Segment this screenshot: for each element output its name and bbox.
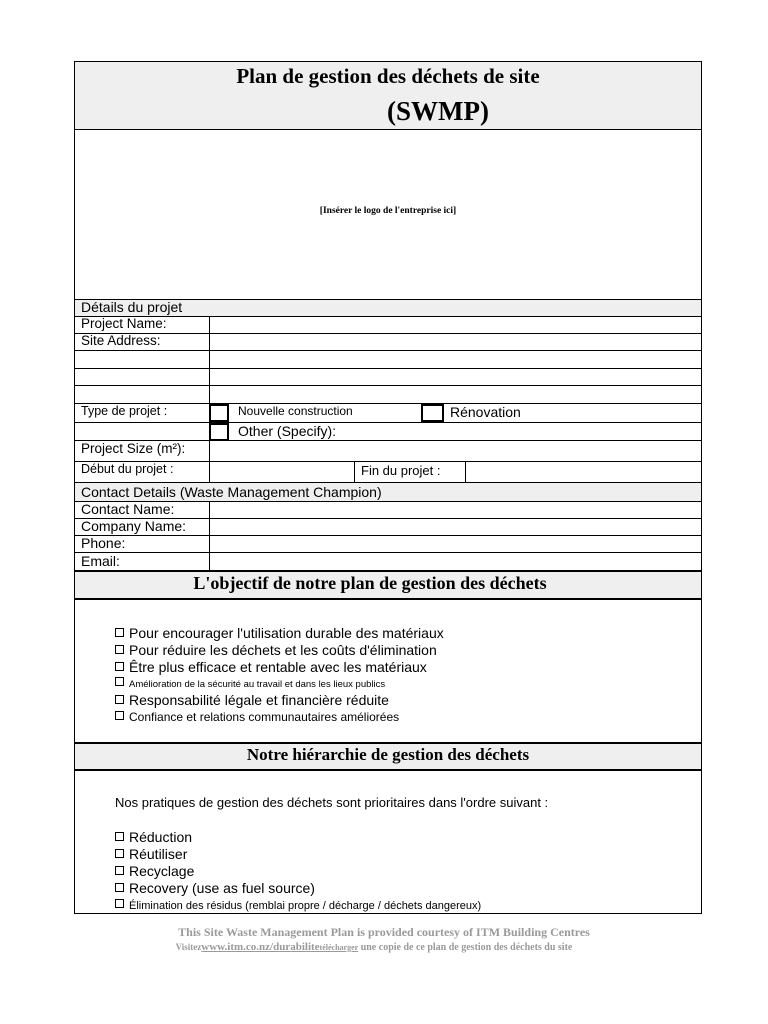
project-size-label: Project Size (m²): [81, 441, 186, 456]
new-construction-label: Nouvelle construction [238, 404, 353, 418]
other-checkbox[interactable] [209, 423, 229, 441]
objective-item: Responsabilité légale et financière réduite [115, 692, 389, 708]
footer-credit: This Site Waste Management Plan is provided courtesy of ITM Building Centres [178, 925, 590, 939]
renovation-checkbox[interactable] [421, 404, 444, 422]
divider [75, 598, 701, 600]
end-date-field[interactable] [466, 462, 703, 482]
end-date-label: Fin du projet : [361, 463, 441, 478]
project-name-field[interactable] [210, 316, 703, 333]
project-type-label: Type de projet : [81, 404, 168, 418]
objective-item: Pour encourager l'utilisation durable des matériaux [115, 625, 444, 641]
divider [75, 350, 701, 351]
checkbox-icon [115, 645, 124, 654]
swmp-form [74, 61, 702, 914]
hierarchy-item: Recyclage [115, 863, 194, 879]
objective-heading: L'objectif de notre plan de gestion des déchets [193, 573, 547, 593]
download-link[interactable]: télécharger [319, 943, 359, 952]
divider [75, 385, 701, 386]
hierarchy-item: Réduction [115, 829, 192, 845]
column-divider [354, 461, 355, 482]
checkbox-icon [115, 677, 124, 686]
divider [75, 368, 701, 369]
column-divider [209, 501, 210, 570]
email-field[interactable] [210, 553, 703, 570]
column-divider [209, 440, 210, 482]
project-details-header: Détails du projet [81, 299, 183, 315]
company-name-label: Company Name: [81, 518, 187, 534]
checkbox-icon [115, 695, 124, 704]
contact-details-header: Contact Details (Waste Management Champion) [81, 484, 382, 500]
checkbox-icon [115, 849, 124, 858]
checkbox-icon [115, 866, 124, 875]
objective-item: Être plus efficace et rentable avec les matériaux [115, 659, 427, 675]
phone-field[interactable] [210, 536, 703, 552]
company-name-field[interactable] [210, 519, 703, 535]
objective-item: Amélioration de la sécurité au travail et dans les lieux publics [115, 677, 385, 690]
checkbox-icon [115, 628, 124, 637]
objective-item: Confiance et relations communautaires améliorées [115, 710, 399, 724]
other-label: Other (Specify): [238, 423, 337, 439]
checkbox-icon [115, 899, 124, 908]
phone-label: Phone: [81, 535, 126, 551]
durabilite-link[interactable]: www.itm.co.nz/durabilite [201, 941, 320, 953]
divider [75, 769, 701, 771]
hierarchy-item: Réutiliser [115, 846, 187, 862]
start-date-field[interactable] [210, 462, 354, 482]
objective-item: Pour réduire les déchets et les coûts d'élimination [115, 642, 437, 658]
divider [75, 422, 701, 423]
hierarchy-item: Recovery (use as fuel source) [115, 880, 315, 896]
email-label: Email: [81, 553, 120, 569]
checkbox-icon [115, 832, 124, 841]
start-date-label: Début du projet : [81, 462, 174, 476]
new-construction-checkbox[interactable] [209, 404, 229, 422]
checkbox-icon [115, 883, 124, 892]
site-address-label: Site Address: [81, 333, 161, 348]
form-subtitle: (SWMP) [387, 96, 489, 126]
contact-name-field[interactable] [210, 502, 703, 518]
project-size-field[interactable] [210, 441, 703, 461]
checkbox-icon [115, 662, 124, 671]
hierarchy-intro: Nos pratiques de gestion des déchets sont prioritaires dans l'ordre suivant : [115, 795, 549, 810]
column-divider [209, 316, 210, 403]
contact-name-label: Contact Name: [81, 501, 175, 517]
checkbox-icon [115, 711, 124, 720]
logo-placeholder: [Insérer le logo de l'entreprise ici] [319, 206, 457, 216]
footer-visit: Visitezwww.itm.co.nz/durabilitetélécharger une copie de ce plan de gestion des déchets du site [175, 941, 573, 953]
project-name-label: Project Name: [81, 316, 167, 331]
divider [75, 403, 701, 404]
hierarchy-item: Élimination des résidus (remblai propre / décharge / déchets dangereux) [115, 899, 481, 912]
form-title: Plan de gestion des déchets de site [236, 64, 540, 88]
divider [75, 129, 701, 130]
hierarchy-heading: Notre hiérarchie de gestion des déchets [246, 745, 530, 764]
renovation-label: Rénovation [450, 404, 521, 420]
